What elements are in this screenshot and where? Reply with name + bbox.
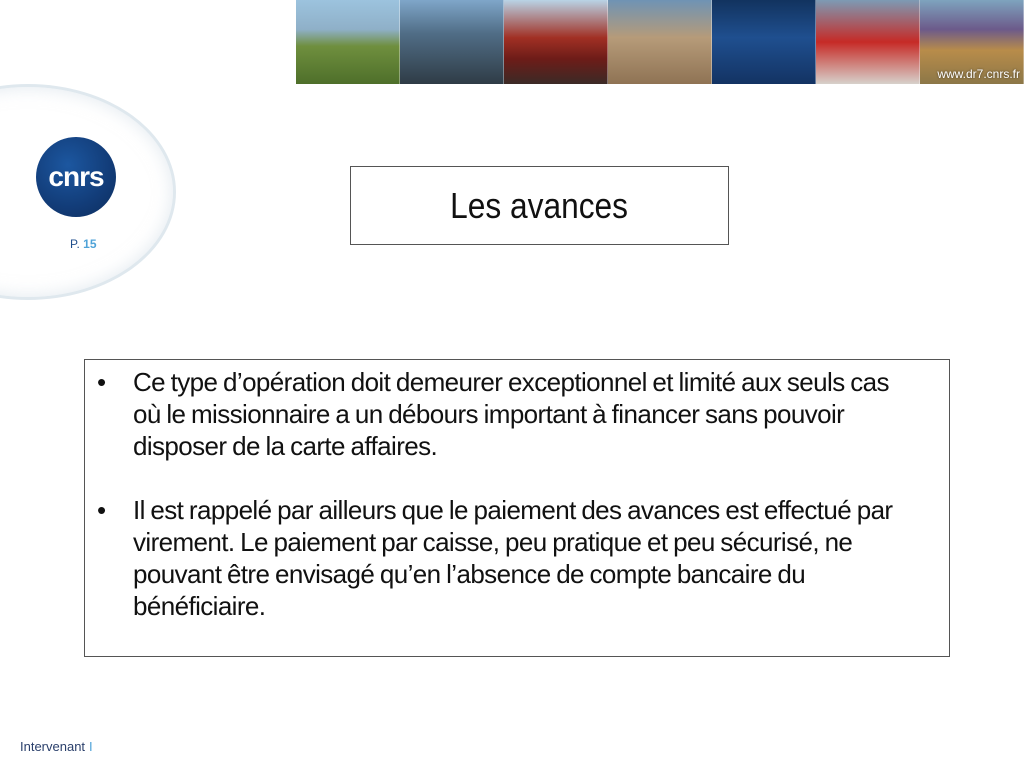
slide-title-box xyxy=(350,166,729,245)
banner-photo xyxy=(608,0,712,84)
banner-photo xyxy=(712,0,816,84)
footer-label: Intervenant xyxy=(20,739,86,754)
footer-separator: I xyxy=(89,739,93,754)
page-number xyxy=(70,237,97,251)
banner-photo xyxy=(400,0,504,84)
bullet-text: Ce type d’opération doit demeurer exceptionnel et limité aux seuls cas où le missionnaire a un débours important à financer sans pouvoir disposer de la carte affaires. xyxy=(133,367,889,461)
bullet-icon: • xyxy=(97,367,107,397)
page-number-value: 15 xyxy=(83,237,97,251)
logo-text: cnrs xyxy=(48,161,104,192)
banner-photo xyxy=(296,0,400,84)
bullet-item xyxy=(97,494,921,622)
bullet-list xyxy=(97,366,921,622)
slide-content-box xyxy=(84,359,950,657)
footer xyxy=(20,739,93,754)
bullet-icon: • xyxy=(97,495,107,525)
slide-title: Les avances xyxy=(450,184,629,226)
page-prefix: P. xyxy=(70,237,80,251)
header-photo-banner xyxy=(296,0,1024,84)
banner-photo xyxy=(504,0,608,84)
bullet-text: Il est rappelé par ailleurs que le paiement des avances est effectué par virement. Le paiement par caisse, peu pratique et peu sécurisé, ne pouvant être envisagé qu’en l’absence de compte bancaire du bénéficiaire. xyxy=(133,495,893,621)
banner-url: www.dr7.cnrs.fr xyxy=(937,67,1020,81)
banner-photo xyxy=(816,0,920,84)
cnrs-logo xyxy=(36,137,116,217)
bullet-item xyxy=(97,366,921,462)
